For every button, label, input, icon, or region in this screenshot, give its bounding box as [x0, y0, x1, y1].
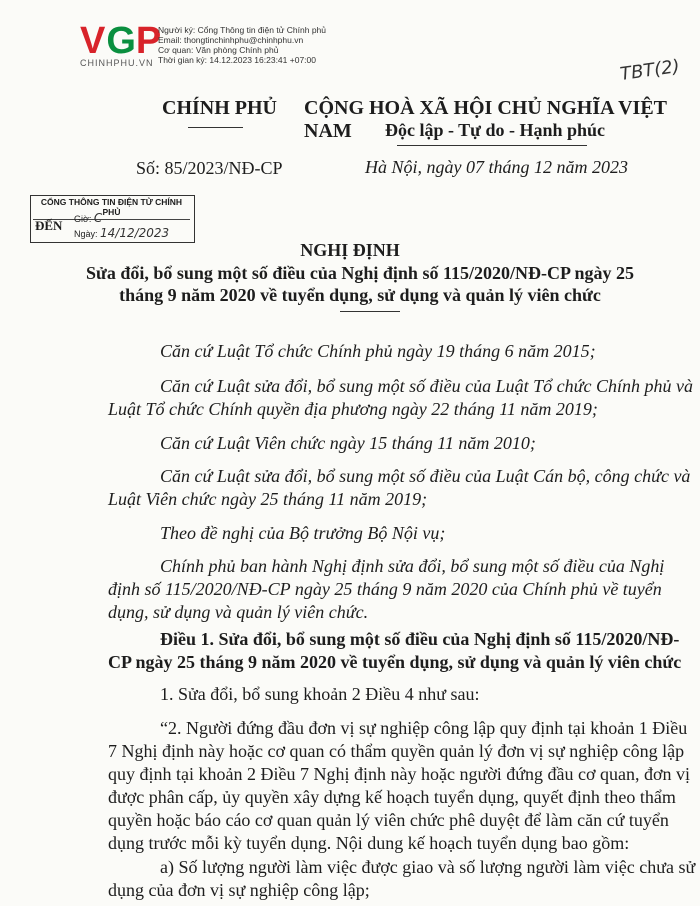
signer-line: Cơ quan: Văn phòng Chính phủ	[158, 45, 279, 55]
vgp-logo: VGP	[80, 20, 162, 62]
state-motto: Độc lập - Tự do - Hạnh phúc	[385, 120, 606, 140]
stamp-date: Ngày: 14/12/2023	[74, 226, 170, 240]
legal-basis: Chính phủ ban hành Nghị định sửa đổi, bổ sung một số điều của Nghị định số 115/2020/NĐ-CP ngày 25 tháng 9 năm 2020 của Chính phủ về tuyển dụng, sử dụng và quản lý viên chức.	[108, 556, 665, 622]
received-stamp	[30, 195, 195, 243]
place-date: Hà Nội, ngày 07 tháng 12 năm 2023	[365, 157, 628, 177]
legal-basis: Căn cứ Luật Tổ chức Chính phủ ngày 19 tháng 6 năm 2015;	[160, 341, 596, 361]
signer-line: Người ký: Cổng Thông tin điện tử Chính phủ	[158, 25, 327, 35]
legal-basis: Căn cứ Luật sửa đổi, bổ sung một số điều của Luật Tổ chức Chính phủ và Luật Tổ chức Chính quyền địa phương ngày 22 tháng 11 năm 2019;	[108, 376, 693, 419]
clause-item: 1. Sửa đổi, bổ sung khoản 2 Điều 4 như sau:	[160, 684, 480, 704]
logo-subtitle: CHINHPHU.VN	[80, 58, 154, 68]
document-number: Số: 85/2023/NĐ-CP	[136, 158, 283, 178]
clause-point: a) Số lượng người làm việc được giao và số lượng người làm việc chưa sử dụng của đơn vị sự nghiệp công lập;	[108, 857, 696, 900]
legal-basis: Căn cứ Luật sửa đổi, bổ sung một số điều của Luật Cán bộ, công chức và Luật Viên chức ngày 25 tháng 11 năm 2019;	[108, 466, 691, 509]
legal-basis: Theo đề nghị của Bộ trưởng Bộ Nội vụ;	[160, 523, 446, 543]
digital-signature-info	[158, 25, 326, 65]
document-title: NGHỊ ĐỊNH	[300, 240, 400, 260]
document-subtitle: Sửa đổi, bổ sung một số điều của Nghị định số 115/2020/NĐ-CP ngày 25 tháng 9 năm 2020 về tuyển dụng, sử dụng và quản lý viên chức	[86, 263, 634, 305]
stamp-header: CỔNG THÔNG TIN ĐIỆN TỬ CHÍNH PHỦ	[33, 196, 190, 220]
article-heading: Điều 1. Sửa đổi, bổ sung một số điều của Nghị định số 115/2020/NĐ-CP ngày 25 tháng 9 năm 2020 về tuyển dụng, sử dụng và quản lý viên chức	[108, 629, 682, 672]
legal-basis: Căn cứ Luật Viên chức ngày 15 tháng 11 năm 2010;	[160, 433, 536, 453]
signer-line: Email: thongtinchinhphu@chinhphu.vn	[158, 35, 304, 45]
stamp-den: ĐẾN	[35, 218, 63, 233]
divider	[397, 145, 587, 146]
divider	[188, 127, 243, 128]
state-name: CỘNG HOÀ XÃ HỘI CHỦ NGHĨA VIỆT NAM	[304, 97, 667, 142]
issuing-organization: CHÍNH PHỦ	[162, 97, 277, 119]
divider	[340, 311, 400, 312]
stamp-time: Giờ: C	[74, 211, 103, 225]
signer-line: Thời gian ký: 14.12.2023 16:23:41 +07:00	[158, 55, 316, 65]
quoted-clause: “2. Người đứng đầu đơn vị sự nghiệp công lập quy định tại khoản 1 Điều 7 Nghị định này hoặc cơ quan có thẩm quyền quản lý đơn vị sự nghiệp công lập quy định tại khoản 2 Điều 7 Nghị định này hoặc người đứng đầu cơ quan, đơn vị được phân cấp, ủy quyền xây dựng kế hoạch tuyển dụng, quyết định theo thẩm quyền hoặc báo cáo cơ quan quản lý viên chức phê duyệt để làm căn cứ tuyển dụng trước mỗi kỳ tuyển dụng. Nội dung kế hoạch tuyển dụng bao gồm:	[108, 718, 690, 853]
handwritten-note: TBT(2)	[618, 55, 682, 86]
